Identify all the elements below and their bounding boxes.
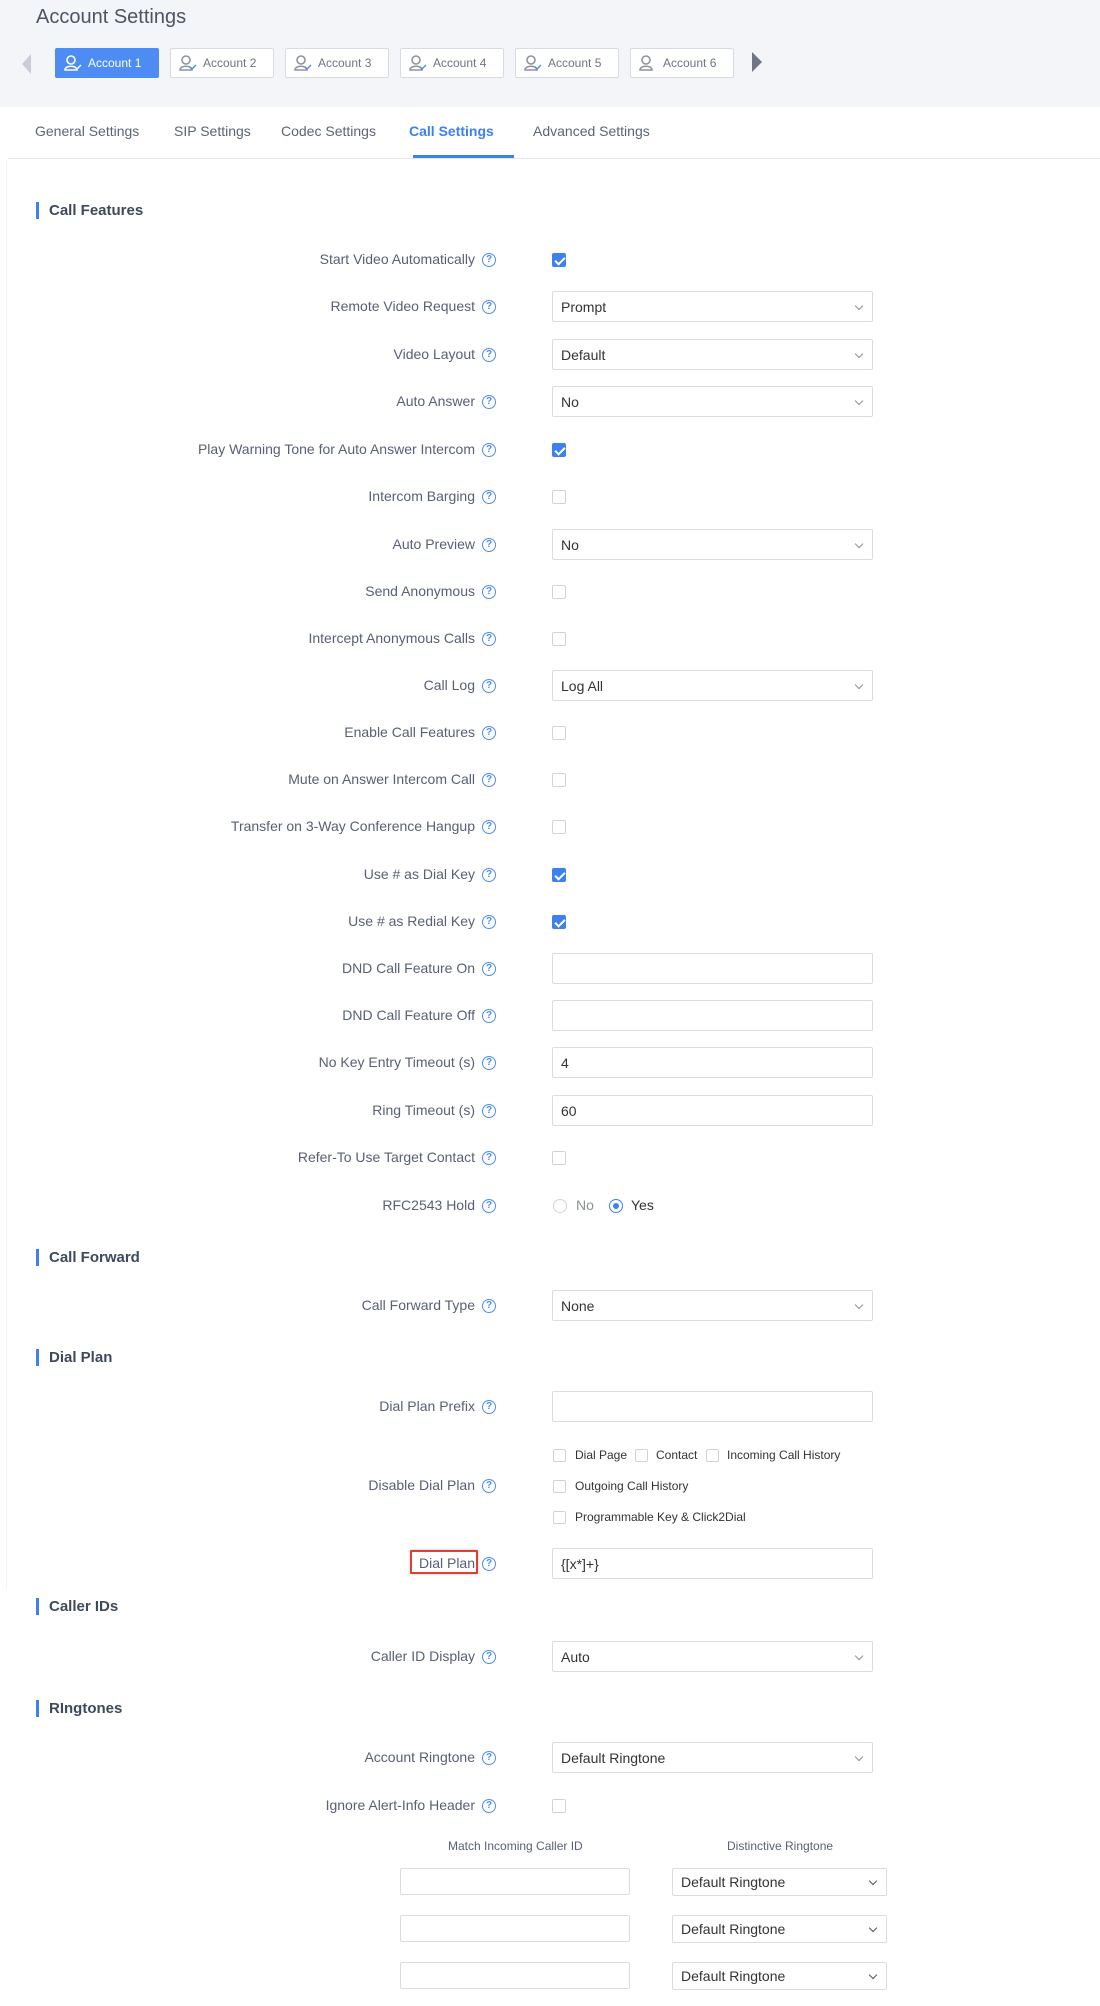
field-label: Call Log [423, 677, 475, 693]
account-tab-label: Account 1 [88, 56, 142, 70]
help-icon[interactable]: ? [482, 632, 496, 646]
account-ringtone-select[interactable] [552, 1742, 873, 1773]
help-icon[interactable]: ? [482, 679, 496, 693]
user-icon [177, 53, 197, 73]
help-icon[interactable]: ? [482, 773, 496, 787]
help-icon[interactable]: ? [482, 1199, 496, 1213]
account-tab-5[interactable] [515, 48, 619, 78]
user-icon [522, 53, 542, 73]
field-label: Send Anonymous [365, 583, 475, 599]
play-warning-tone-checkbox[interactable] [552, 443, 566, 457]
chevron-down-icon [855, 540, 863, 548]
help-icon[interactable]: ? [482, 1151, 496, 1165]
help-icon[interactable]: ? [482, 348, 496, 362]
use-hash-redial-checkbox[interactable] [552, 915, 566, 929]
caller-id-match-input[interactable] [400, 1868, 630, 1895]
field-label: Use # as Dial Key [363, 866, 475, 882]
field-label: DND Call Feature On [341, 960, 475, 976]
call-log-select[interactable] [552, 670, 873, 701]
caller-id-match-input[interactable] [400, 1915, 630, 1942]
select-value: None [561, 1298, 595, 1314]
row-account-ringtone [0, 1742, 1100, 1774]
select-value: Default Ringtone [561, 1750, 666, 1766]
programmable-key-checkbox[interactable] [553, 1511, 566, 1524]
field-label: Caller ID Display [370, 1648, 475, 1664]
use-hash-dial-checkbox[interactable] [552, 868, 566, 882]
field-label: Intercept Anonymous Calls [308, 630, 475, 646]
send-anonymous-checkbox[interactable] [552, 585, 566, 599]
field-label: Auto Preview [392, 536, 475, 552]
account-tab-6[interactable] [630, 48, 734, 78]
call-forward-type-select[interactable] [552, 1290, 873, 1321]
auto-answer-select[interactable] [552, 386, 873, 417]
radio-label: Yes [631, 1197, 654, 1213]
account-tab-label: Account 3 [318, 56, 372, 70]
ring-timeout-input[interactable]: 60 [552, 1095, 873, 1126]
chevron-down-icon [855, 350, 863, 358]
help-icon[interactable]: ? [482, 300, 496, 314]
tab-codec-settings[interactable]: Codec Settings [281, 123, 376, 139]
row-play-warning-tone [0, 434, 1100, 466]
intercom-barging-checkbox[interactable] [552, 490, 566, 504]
tab-general-settings[interactable]: General Settings [35, 123, 140, 139]
enable-call-features-checkbox[interactable] [552, 726, 566, 740]
help-icon[interactable]: ? [482, 1056, 496, 1070]
field-label: Call Forward Type [361, 1297, 475, 1313]
row-auto-preview [0, 529, 1100, 561]
tab-sip-settings[interactable]: SIP Settings [174, 123, 251, 139]
column-header: Match Incoming Caller ID [448, 1839, 583, 1853]
row-dial-plan [0, 1548, 1100, 1580]
distinctive-ringtone-select[interactable] [672, 1915, 887, 1943]
outgoing-call-history-checkbox[interactable] [553, 1480, 566, 1493]
field-label: RFC2543 Hold [382, 1197, 475, 1213]
settings-tabs [8, 107, 1100, 159]
select-value: No [561, 537, 579, 553]
row-refer-to [0, 1142, 1100, 1174]
chevron-down-icon [855, 302, 863, 310]
row-video-layout [0, 339, 1100, 371]
field-label: Dial Plan [418, 1555, 475, 1571]
caller-id-match-input[interactable] [400, 1962, 630, 1989]
dial-plan-prefix-input[interactable] [552, 1391, 873, 1422]
account-tab-label: Account 2 [203, 56, 257, 70]
row-transfer-3way [0, 811, 1100, 843]
tab-advanced-settings[interactable]: Advanced Settings [533, 123, 650, 139]
section-ringtones: RIngtones [36, 1700, 122, 1717]
scroll-right-arrow-icon[interactable] [752, 52, 762, 72]
row-call-log [0, 670, 1100, 702]
account-tab-3[interactable] [285, 48, 389, 78]
section-caller-ids: Caller IDs [36, 1598, 118, 1615]
user-icon [637, 53, 657, 73]
help-icon[interactable]: ? [482, 820, 496, 834]
row-send-anonymous [0, 576, 1100, 608]
section-call-forward: Call Forward [36, 1249, 140, 1266]
row-mute-on-answer [0, 764, 1100, 796]
field-label: Transfer on 3-Way Conference Hangup [230, 818, 475, 834]
help-icon[interactable]: ? [482, 585, 496, 599]
select-value: Log All [561, 678, 604, 694]
chevron-down-icon [855, 1301, 863, 1309]
row-ignore-alert-info [0, 1790, 1100, 1822]
select-value: Auto [561, 1649, 590, 1665]
field-label: Ignore Alert-Info Header [325, 1797, 475, 1813]
chevron-down-icon [869, 1971, 877, 1979]
field-label: Refer-To Use Target Contact [297, 1149, 475, 1165]
field-label: Enable Call Features [344, 724, 475, 740]
radio-label: No [576, 1197, 594, 1213]
select-value: Default Ringtone [681, 1968, 786, 1984]
row-intercept-anonymous [0, 623, 1100, 655]
help-icon[interactable]: ? [482, 1799, 496, 1813]
help-icon[interactable]: ? [482, 490, 496, 504]
field-label: Play Warning Tone for Auto Answer Intercom [197, 441, 475, 457]
distinctive-ringtone-select[interactable] [672, 1962, 887, 1990]
field-label: Use # as Redial Key [348, 913, 475, 929]
section-dial-plan: Dial Plan [36, 1349, 112, 1366]
row-use-hash-dial [0, 859, 1100, 891]
account-tab-label: Account 6 [663, 56, 717, 70]
field-label: No Key Entry Timeout (s) [318, 1054, 475, 1070]
refer-to-checkbox[interactable] [552, 1151, 566, 1165]
rfc2543-yes-radio[interactable] [609, 1199, 623, 1213]
incoming-call-history-checkbox[interactable] [706, 1449, 719, 1462]
select-value: Default [561, 347, 606, 363]
account-tab-4[interactable] [400, 48, 504, 78]
row-use-hash-redial [0, 906, 1100, 938]
row-enable-call-features [0, 717, 1100, 749]
contact-checkbox[interactable] [635, 1449, 648, 1462]
row-start-video [0, 244, 1100, 276]
tab-call-settings[interactable]: Call Settings [409, 123, 494, 139]
help-icon[interactable]: ? [482, 868, 496, 882]
help-icon[interactable]: ? [482, 962, 496, 976]
field-label: Start Video Automatically [319, 251, 475, 267]
column-header: Distinctive Ringtone [727, 1839, 834, 1853]
chevron-down-icon [855, 397, 863, 405]
field-label: DND Call Feature Off [342, 1007, 475, 1023]
auto-preview-select[interactable] [552, 529, 873, 560]
chevron-down-icon [869, 1877, 877, 1885]
highlight-box [410, 1550, 478, 1574]
help-icon[interactable]: ? [482, 726, 496, 740]
transfer-3way-checkbox[interactable] [552, 820, 566, 834]
no-key-timeout-input[interactable]: 4 [552, 1047, 873, 1078]
help-icon[interactable]: ? [482, 1751, 496, 1765]
chevron-down-icon [869, 1924, 877, 1932]
row-dial-plan-prefix [0, 1391, 1100, 1423]
distinctive-ringtone-select[interactable] [672, 1868, 887, 1896]
field-label: Video Layout [393, 346, 475, 362]
help-icon[interactable]: ? [482, 1104, 496, 1118]
dnd-on-input[interactable] [552, 953, 873, 984]
field-label: Account Ringtone [364, 1749, 475, 1765]
row-rfc2543-hold [0, 1190, 1100, 1222]
field-label: Disable Dial Plan [368, 1477, 475, 1493]
field-label: Ring Timeout (s) [372, 1102, 475, 1118]
account-header-bar [0, 0, 1100, 107]
row-auto-answer [0, 386, 1100, 418]
user-icon [407, 53, 427, 73]
select-value: Prompt [561, 299, 607, 315]
caller-id-display-select[interactable] [552, 1641, 873, 1672]
help-icon[interactable]: ? [482, 1557, 496, 1571]
ignore-alert-info-checkbox[interactable] [552, 1799, 566, 1813]
rfc2543-no-radio[interactable] [553, 1199, 567, 1213]
chevron-down-icon [855, 1652, 863, 1660]
help-icon[interactable]: ? [482, 1650, 496, 1664]
row-no-key-timeout [0, 1047, 1100, 1079]
remote-video-request-select[interactable] [552, 291, 873, 322]
row-dnd-off [0, 1000, 1100, 1032]
page-title: Account Settings [36, 6, 187, 28]
row-remote-video-request [0, 291, 1100, 323]
field-label: Dial Plan Prefix [379, 1398, 475, 1414]
option-label: Programmable Key & Click2Dial [575, 1510, 746, 1524]
account-tab-label: Account 4 [433, 56, 487, 70]
account-tab-1[interactable] [55, 48, 159, 78]
video-layout-select[interactable] [552, 339, 873, 370]
row-intercom-barging [0, 481, 1100, 513]
account-tab-label: Account 5 [548, 56, 602, 70]
select-value: Default Ringtone [681, 1874, 786, 1890]
chevron-down-icon [855, 1753, 863, 1761]
help-icon[interactable]: ? [482, 253, 496, 267]
row-call-forward-type [0, 1290, 1100, 1322]
dnd-off-input[interactable] [552, 1000, 873, 1031]
option-label: Dial Page [575, 1448, 628, 1462]
active-tab-indicator [413, 155, 514, 158]
help-icon[interactable]: ? [482, 443, 496, 457]
chevron-down-icon [855, 681, 863, 689]
mute-on-answer-checkbox[interactable] [552, 773, 566, 787]
dial-page-checkbox[interactable] [553, 1449, 566, 1462]
user-icon [292, 53, 312, 73]
account-tab-2[interactable] [170, 48, 274, 78]
help-icon[interactable]: ? [482, 395, 496, 409]
row-disable-dial-plan [0, 1470, 1100, 1502]
section-call-features: Call Features [36, 202, 143, 219]
select-value: Default Ringtone [681, 1921, 786, 1937]
intercept-anonymous-checkbox[interactable] [552, 632, 566, 646]
help-icon[interactable]: ? [482, 1009, 496, 1023]
start-video-checkbox[interactable] [552, 253, 566, 267]
option-label: Contact [656, 1448, 698, 1462]
row-dnd-on [0, 953, 1100, 985]
help-icon[interactable]: ? [482, 538, 496, 552]
help-icon[interactable]: ? [482, 915, 496, 929]
option-label: Incoming Call History [727, 1448, 841, 1462]
user-icon [62, 53, 82, 73]
select-value: No [561, 394, 579, 410]
field-label: Auto Answer [396, 393, 475, 409]
row-caller-id-display [0, 1641, 1100, 1673]
row-ring-timeout [0, 1095, 1100, 1127]
help-icon[interactable]: ? [482, 1400, 496, 1414]
help-icon[interactable]: ? [482, 1479, 496, 1493]
help-icon[interactable]: ? [482, 1299, 496, 1313]
option-label: Outgoing Call History [575, 1479, 689, 1493]
dial-plan-input[interactable]: {[x*]+} [552, 1548, 873, 1579]
field-label: Remote Video Request [330, 298, 475, 314]
field-label: Mute on Answer Intercom Call [288, 771, 475, 787]
scroll-left-arrow-icon[interactable] [22, 54, 31, 74]
field-label: Intercom Barging [368, 488, 475, 504]
